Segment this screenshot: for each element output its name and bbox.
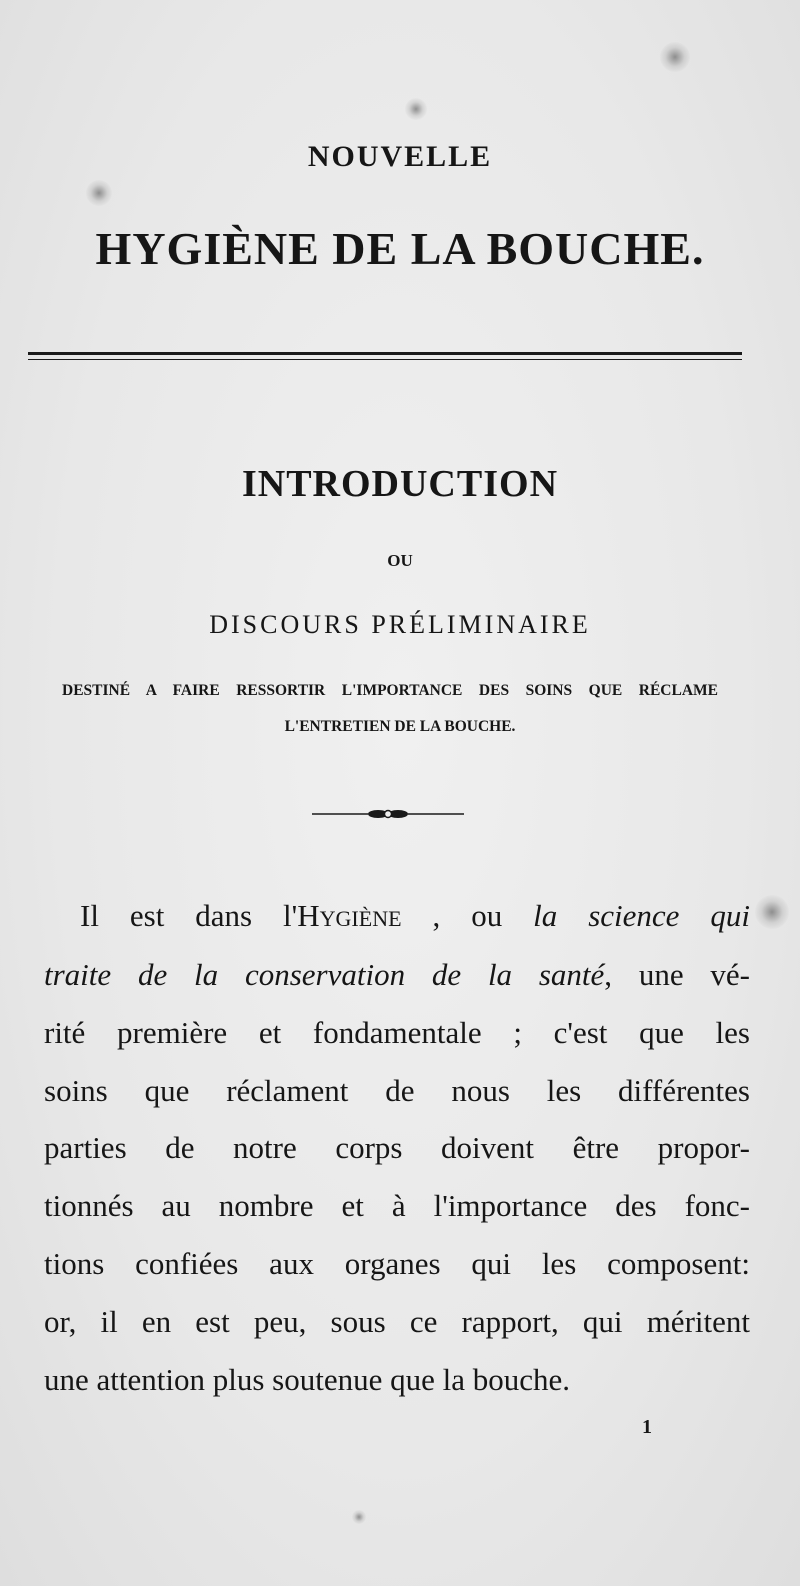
body-text-line: tionnés au nombre et à l'importance des fonc-	[44, 1188, 750, 1223]
paper-spot	[755, 895, 789, 929]
book-title: HYGIÈNE DE LA BOUCHE.	[95, 223, 705, 274]
paper-spot	[352, 1510, 366, 1524]
title-rule-thin	[28, 359, 742, 360]
body-text-line: or, il en est peu, sous ce rapport, qui méritent	[44, 1304, 750, 1339]
fleuron-rule-ornament-icon	[312, 806, 464, 822]
body-text-line: soins que réclament de nous les différentes	[44, 1073, 750, 1108]
section-alt-title: DISCOURS PRÉLIMINAIRE	[209, 610, 591, 639]
body-text-line: traite de la conservation de la santé, une vé-	[44, 957, 750, 992]
body-text-line: rité première et fondamentale ; c'est que les	[44, 1015, 750, 1050]
section-subtitle-line: L'ENTRETIEN DE LA BOUCHE.	[284, 718, 516, 735]
body-text-line: parties de notre corps doivent être propor-	[44, 1130, 750, 1165]
section-subtitle-line: DESTINÉ A FAIRE RESSORTIR L'IMPORTANCE DES SOINS QUE RÉCLAME	[62, 682, 718, 699]
section-conjunction: OU	[387, 551, 413, 570]
paper-spot	[405, 98, 427, 120]
title-rule-thick	[28, 352, 742, 355]
section-title: INTRODUCTION	[241, 463, 559, 505]
paper-spot	[86, 180, 112, 206]
body-text-line: Il est dans l'Hygiène , ou la science qui	[80, 898, 750, 933]
paper-spot	[660, 42, 690, 72]
body-text-line: tions confiées aux organes qui les composent:	[44, 1246, 750, 1281]
series-title: NOUVELLE	[307, 140, 493, 173]
body-text-line: une attention plus soutenue que la bouche.	[44, 1362, 571, 1397]
page-number: 1	[642, 1416, 652, 1438]
